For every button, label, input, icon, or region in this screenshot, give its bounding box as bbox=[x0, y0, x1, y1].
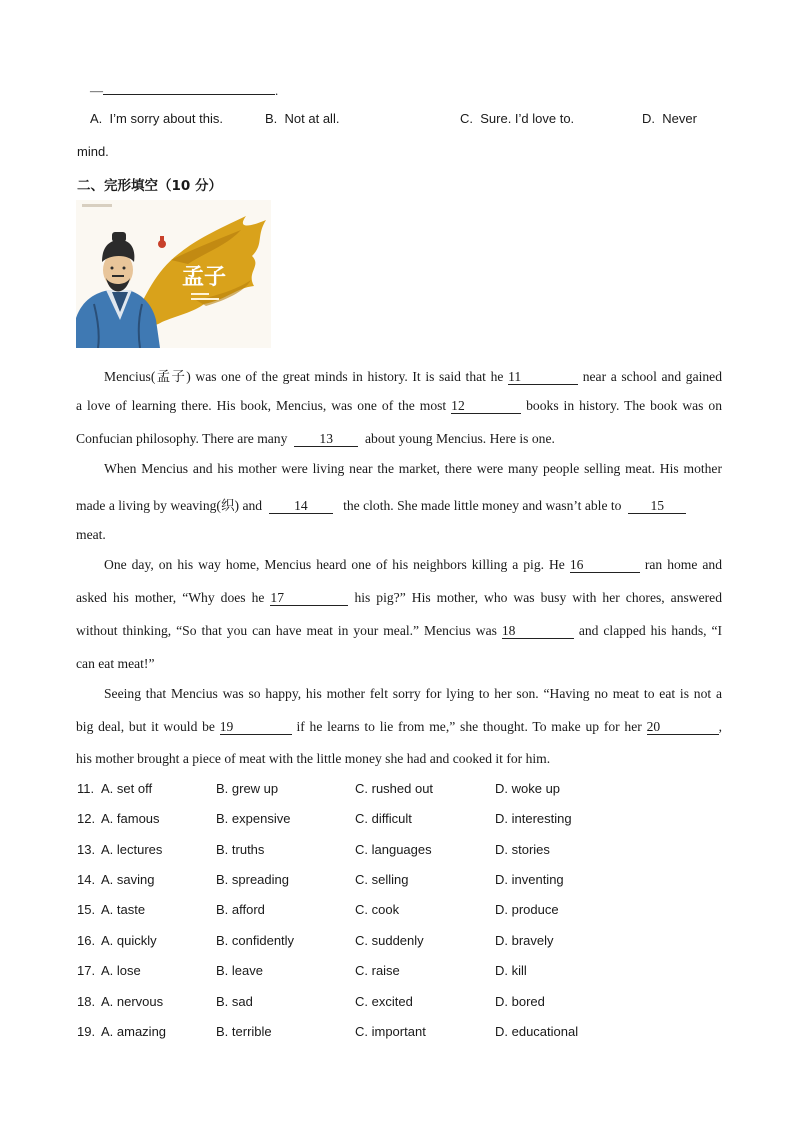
question-number: 18. bbox=[77, 994, 96, 1009]
option-b[interactable]: B. expensive bbox=[216, 811, 291, 826]
blank-18: 18 bbox=[502, 623, 574, 639]
passage-p1-line1: Mencius(孟子) was one of the great minds in history. It is said that he 11 near a school and gained bbox=[104, 369, 722, 384]
passage-p2-line2: made a living by weaving(织) and 14 the cloth. She made little money and wasn’t able to 15 bbox=[76, 494, 722, 514]
option-b[interactable]: B. terrible bbox=[216, 1024, 272, 1039]
option-d[interactable]: D. bravely bbox=[495, 933, 554, 948]
answer-line bbox=[90, 83, 278, 99]
figure-title: 孟子 bbox=[182, 265, 227, 290]
question-number: 12. bbox=[77, 811, 96, 826]
passage-p2-line1: When Mencius and his mother were living near the market, there were many people selling meat. His mother bbox=[104, 461, 722, 476]
passage-p4-line1: Seeing that Mencius was so happy, his mother felt sorry for lying to her son. “Having no meat to eat is not a bbox=[104, 686, 722, 701]
question-row bbox=[77, 902, 717, 922]
blank-11: 11 bbox=[508, 369, 578, 385]
question-row bbox=[77, 872, 717, 892]
question-number: 16. bbox=[77, 933, 96, 948]
blank-16: 16 bbox=[570, 557, 640, 573]
option-c[interactable]: C. raise bbox=[355, 963, 400, 978]
passage-p1-line2: a love of learning there. His book, Mencius, was one of the most 12 books in history. The book was on bbox=[76, 398, 722, 413]
option-a[interactable]: A. quickly bbox=[101, 933, 157, 948]
blank-12: 12 bbox=[451, 398, 521, 414]
passage-p3-line3: without thinking, “So that you can have meat in your meal.” Mencius was 18 and clapped his hands, “I bbox=[76, 623, 722, 638]
option-a[interactable]: A. nervous bbox=[101, 994, 164, 1009]
option-b[interactable]: B. leave bbox=[216, 963, 263, 978]
mencius-figure bbox=[76, 200, 271, 348]
option-b[interactable]: B. afford bbox=[216, 902, 265, 917]
passage-p4-line3: his mother brought a piece of meat with the little money she had and cooked it for him. bbox=[76, 751, 551, 766]
question-number: 15. bbox=[77, 902, 96, 917]
option-b[interactable]: B. grew up bbox=[216, 781, 279, 796]
section-title: 二、完形填空（10 分） bbox=[77, 178, 222, 194]
question-row bbox=[77, 1024, 717, 1044]
prev-option-wrap: mind. bbox=[77, 144, 109, 159]
question-number: 19. bbox=[77, 1024, 96, 1039]
option-a[interactable]: A. set off bbox=[101, 781, 153, 796]
option-d[interactable]: D. stories bbox=[495, 842, 550, 857]
option-a[interactable]: A. lectures bbox=[101, 842, 163, 857]
prev-option-c: C. Sure. I’d love to. bbox=[460, 111, 575, 126]
question-row bbox=[77, 963, 717, 983]
option-c[interactable]: C. excited bbox=[355, 994, 413, 1009]
option-a[interactable]: A. taste bbox=[101, 902, 146, 917]
option-a[interactable]: A. saving bbox=[101, 872, 155, 887]
prev-option-b: B. Not at all. bbox=[265, 111, 340, 126]
option-d[interactable]: D. kill bbox=[495, 963, 527, 978]
answer-blank bbox=[103, 84, 275, 95]
blank-19: 19 bbox=[220, 719, 292, 735]
option-c[interactable]: C. important bbox=[355, 1024, 426, 1039]
passage-p3-line1: One day, on his way home, Mencius heard one of his neighbors killing a pig. He 16 ran home and bbox=[104, 557, 722, 572]
option-d[interactable]: D. produce bbox=[495, 902, 559, 917]
passage-p4-line2: big deal, but it would be 19 if he learns to lie from me,” she thought. To make up for her 20 , bbox=[76, 719, 722, 734]
dash-mark: — bbox=[90, 83, 103, 98]
question-row bbox=[77, 994, 717, 1014]
passage-p3-line4: can eat meat!” bbox=[76, 656, 155, 671]
passage-p3-line2: asked his mother, “Why does he 17 his pig?” His mother, who was busy with her chores, answered bbox=[76, 590, 722, 605]
passage-p1-line3: Confucian philosophy. There are many 13 about young Mencius. Here is one. bbox=[76, 431, 555, 446]
option-c[interactable]: C. difficult bbox=[355, 811, 412, 826]
end-mark: . bbox=[275, 83, 279, 98]
question-row bbox=[77, 933, 717, 953]
option-c[interactable]: C. selling bbox=[355, 872, 409, 887]
option-b[interactable]: B. sad bbox=[216, 994, 253, 1009]
passage-p2-line3: meat. bbox=[76, 527, 106, 542]
option-d[interactable]: D. educational bbox=[495, 1024, 579, 1039]
option-d[interactable]: D. woke up bbox=[495, 781, 561, 796]
blank-17: 17 bbox=[270, 590, 348, 606]
option-a[interactable]: A. amazing bbox=[101, 1024, 167, 1039]
question-row bbox=[77, 781, 717, 801]
blank-13: 13 bbox=[294, 431, 358, 447]
option-c[interactable]: C. cook bbox=[355, 902, 400, 917]
option-b[interactable]: B. truths bbox=[216, 842, 265, 857]
option-c[interactable]: C. languages bbox=[355, 842, 432, 857]
blank-15: 15 bbox=[628, 498, 686, 514]
question-number: 17. bbox=[77, 963, 96, 978]
option-b[interactable]: B. confidently bbox=[216, 933, 295, 948]
prev-option-a: A. I’m sorry about this. bbox=[90, 111, 223, 126]
option-d[interactable]: D. bored bbox=[495, 994, 545, 1009]
question-number: 14. bbox=[77, 872, 96, 887]
option-b[interactable]: B. spreading bbox=[216, 872, 289, 887]
question-number: 11. bbox=[77, 781, 95, 796]
question-row bbox=[77, 842, 717, 862]
blank-14: 14 bbox=[269, 498, 333, 514]
question-row bbox=[77, 811, 717, 831]
option-a[interactable]: A. lose bbox=[101, 963, 141, 978]
option-a[interactable]: A. famous bbox=[101, 811, 160, 826]
option-d[interactable]: D. interesting bbox=[495, 811, 572, 826]
prev-option-d: D. Never bbox=[642, 111, 697, 126]
question-number: 13. bbox=[77, 842, 96, 857]
option-c[interactable]: C. suddenly bbox=[355, 933, 424, 948]
option-c[interactable]: C. rushed out bbox=[355, 781, 434, 796]
option-d[interactable]: D. inventing bbox=[495, 872, 564, 887]
mencius-portrait-illustration-icon bbox=[76, 200, 271, 348]
blank-20: 20 bbox=[647, 719, 719, 735]
